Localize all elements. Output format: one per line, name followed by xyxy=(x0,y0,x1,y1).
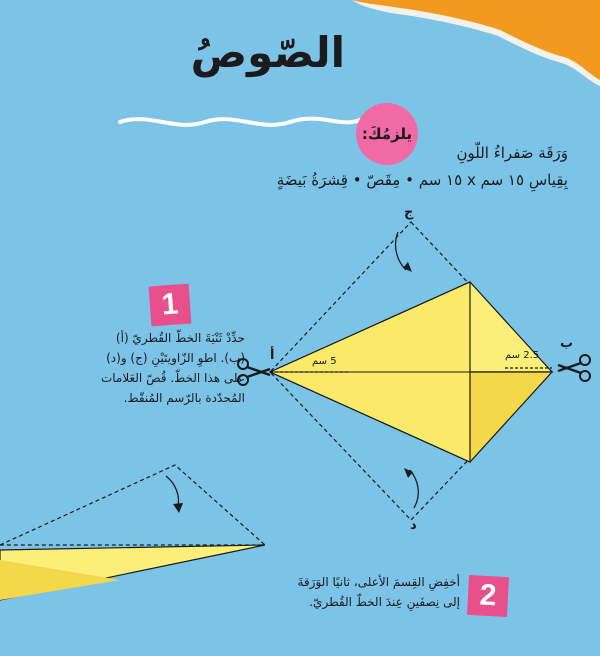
materials-badge: يلزمُكَ: xyxy=(356,103,418,165)
step-1-line-4: المُحدّدة بالرّسم المُنقّط. xyxy=(123,391,245,405)
materials-line-2: بِقِياسِ ١٥ سم x ١٥ سم • مِقَصّ • قِشرَةُ بَيضَةٍ xyxy=(276,171,568,189)
step-2-line-1: أخفِضِ القِسمَ الأعلى، ثانيًا الوَرَقةَ xyxy=(297,575,460,589)
step-2-text xyxy=(240,572,460,612)
step-1-line-1: حدِّدْ ثَنْيَةَ الخطّ القُطريّ (أ) xyxy=(115,331,245,345)
step-1-line-3: على هذا الخطّ. قُصّ العَلامات xyxy=(100,371,245,385)
arrow-fold-top-head-icon xyxy=(403,262,412,272)
arrow-fold-top-icon xyxy=(396,232,406,270)
step-2-badge: 2 xyxy=(467,575,509,617)
bottom-triangle-dashed xyxy=(0,465,265,545)
point-d-label: د xyxy=(410,518,417,533)
scissors-right-icon xyxy=(558,355,590,381)
arrow-fold-bottom-head-icon xyxy=(404,468,413,478)
arrow-fold-down-icon xyxy=(166,476,179,506)
step-1-badge: 1 xyxy=(149,284,192,327)
title-squiggle xyxy=(120,119,360,125)
materials-list xyxy=(148,140,568,194)
measure-5cm: 5 سم xyxy=(312,356,337,367)
page-title: الصّوصُ xyxy=(190,28,345,77)
arrow-fold-bottom-icon xyxy=(410,470,418,508)
step-2-line-2: إلى نِصفَينِ عِندَ الخطّ القُطريّ. xyxy=(309,595,460,609)
materials-line-1: وَرَقَة صَفراءُ اللّونِ xyxy=(456,144,568,162)
point-a-label: أ xyxy=(270,348,275,363)
point-b-label: ب xyxy=(560,336,574,351)
step-1-line-2: (ب). اطوِ الزّاويتَيْنِ (ج) و(د) xyxy=(106,351,245,365)
point-c-label: ج xyxy=(404,205,414,220)
arrow-fold-down-head-icon xyxy=(173,503,183,513)
step-1-text xyxy=(35,328,245,408)
measure-2-5cm: 2.5 سم xyxy=(505,350,540,361)
